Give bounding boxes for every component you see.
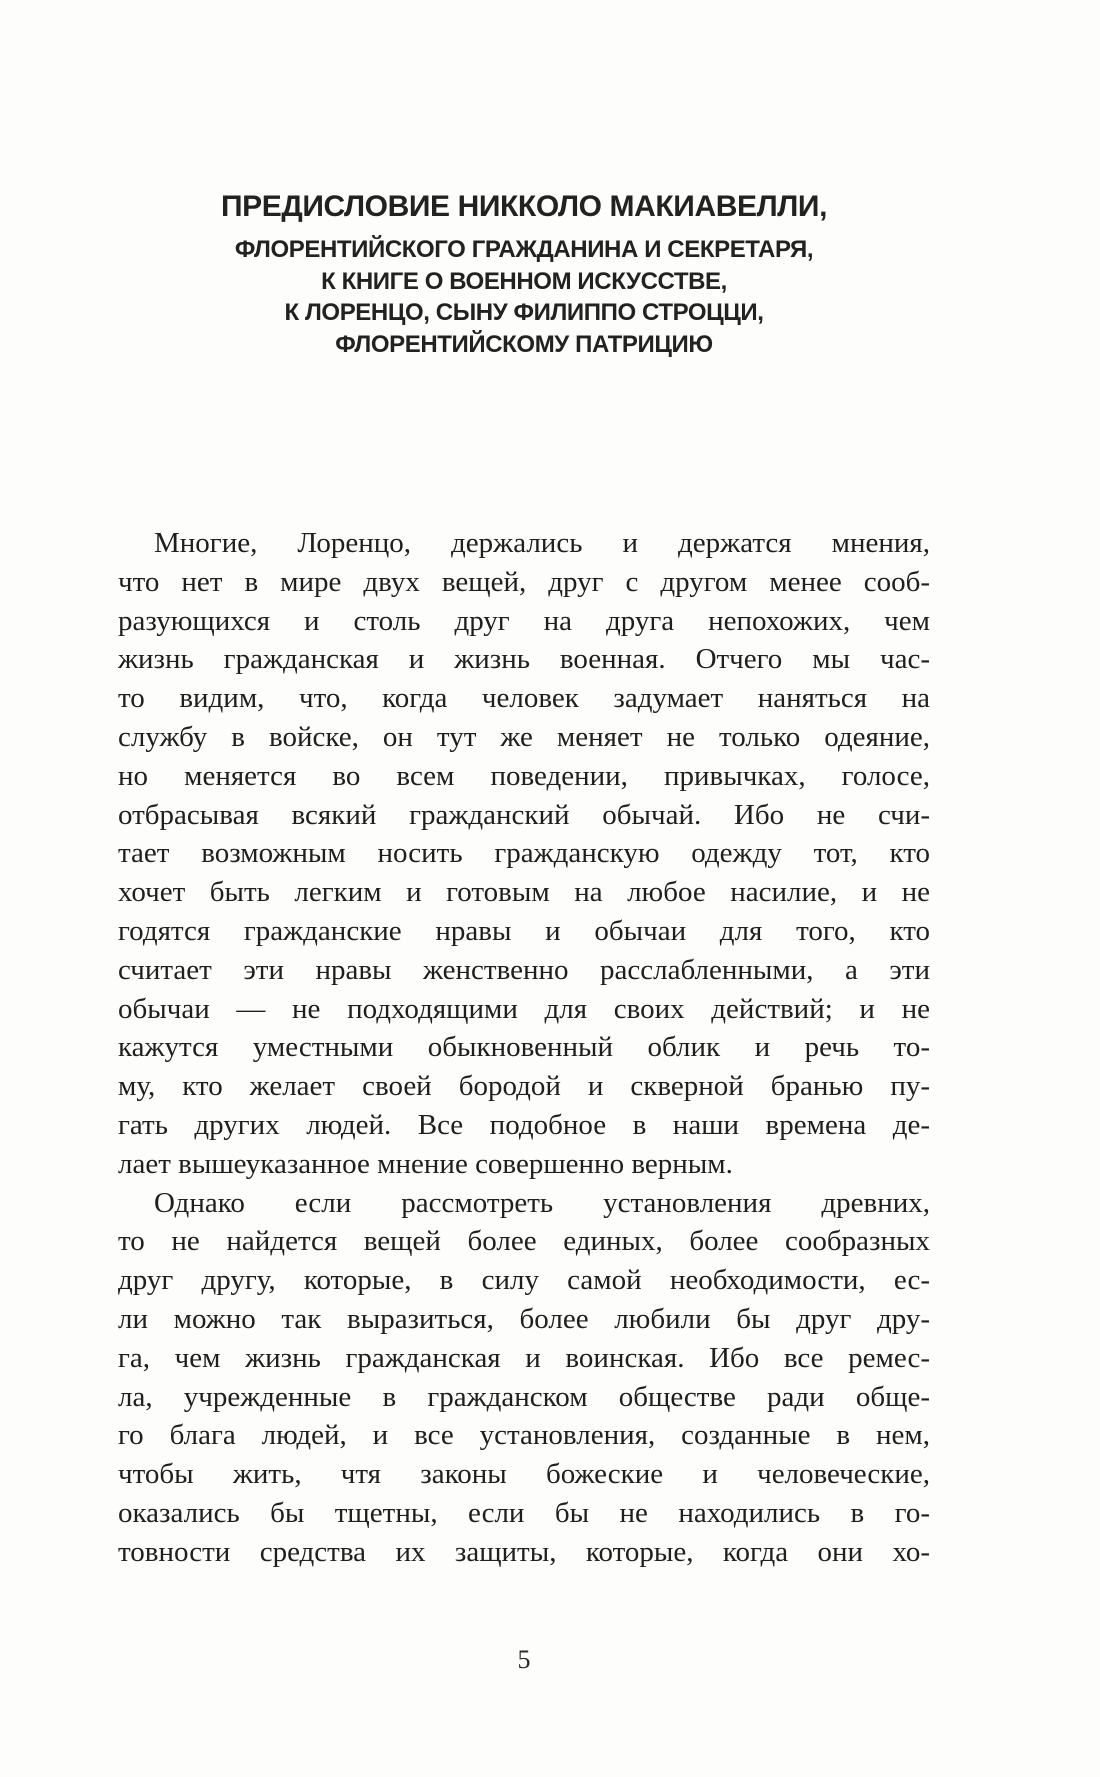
chapter-subtitle-line: К КНИГЕ О ВОЕННОМ ИСКУССТВЕ,	[321, 267, 727, 295]
page-number: 5	[517, 1645, 531, 1674]
text-line: хочет быть легким и готовым на любое насилие, и не	[118, 876, 930, 909]
text-line: чтобы жить, чтя законы божеские и человеческие,	[118, 1458, 930, 1491]
text-line: оказались бы тщетны, если бы не находились в го-	[118, 1496, 930, 1529]
text-line: Однако если рассмотреть установления древних,	[154, 1186, 930, 1219]
text-line: Многие, Лоренцо, держались и держатся мнения,	[154, 527, 930, 559]
text-line: жизнь гражданская и жизнь военная. Отчего мы час-	[118, 643, 930, 676]
text-line: считает эти нравы женственно расслабленными, а эти	[118, 953, 930, 986]
text-line: гать других людей. Все подобное в наши времена де-	[118, 1108, 930, 1141]
text-line: тает возможным носить гражданскую одежду тот, кто	[118, 837, 930, 870]
chapter-title: ПРЕДИСЛОВИЕ НИККОЛО МАКИАВЕЛЛИ,	[220, 190, 827, 223]
text-line: но меняется во всем поведении, привычках, голосе,	[118, 759, 930, 792]
text-line: отбрасывая всякий гражданский обычай. Ибо не счи-	[118, 798, 930, 831]
page-footer	[118, 1645, 930, 1675]
text-line: что нет в мире двух вещей, друг с другом менее сооб-	[118, 565, 930, 598]
text-line: га, чем жизнь гражданская и воинская. Ибо все ремес-	[118, 1341, 930, 1374]
text-line: лает вышеуказанное мнение совершенно верным.	[118, 1147, 733, 1180]
text-line: то не найдется вещей более единых, более сообразных	[118, 1225, 930, 1258]
text-line: годятся гражданские нравы и обычаи для того, кто	[118, 914, 930, 947]
chapter-subtitle-line: ФЛОРЕНТИЙСКОГО ГРАЖДАНИНА И СЕКРЕТАРЯ,	[234, 236, 814, 263]
text-line: ли можно так выразиться, более любили бы друг дру-	[118, 1302, 930, 1335]
text-line: то видим, что, когда человек задумает наняться на	[118, 682, 930, 715]
text-line: го блага людей, и все установления, созданные в нем,	[118, 1419, 930, 1452]
text-line: товности средства их защиты, которые, когда они хо-	[118, 1535, 930, 1568]
chapter-heading	[118, 190, 930, 360]
text-line: друг другу, которые, в силу самой необходимости, ес-	[118, 1264, 930, 1297]
text-line: обычаи — не подходящими для своих действий; и не	[118, 992, 930, 1025]
text-line: му, кто желает своей бородой и скверной бранью пу-	[118, 1070, 930, 1103]
text-line: кажутся уместными обыкновенный облик и речь то-	[118, 1031, 930, 1064]
chapter-subtitle-line: К ЛОРЕНЦО, СЫНУ ФИЛИППО СТРОЦЦИ,	[284, 299, 764, 326]
chapter-subtitle-line: ФЛОРЕНТИЙСКОМУ ПАТРИЦИЮ	[335, 330, 713, 358]
text-line: ла, учрежденные в гражданском обществе ради обще-	[118, 1380, 930, 1413]
text-line: разующихся и столь друг на друга непохожих, чем	[118, 604, 930, 637]
text-line: службу в войске, он тут же меняет не только одеяние,	[118, 720, 930, 753]
body-text	[118, 524, 930, 1572]
